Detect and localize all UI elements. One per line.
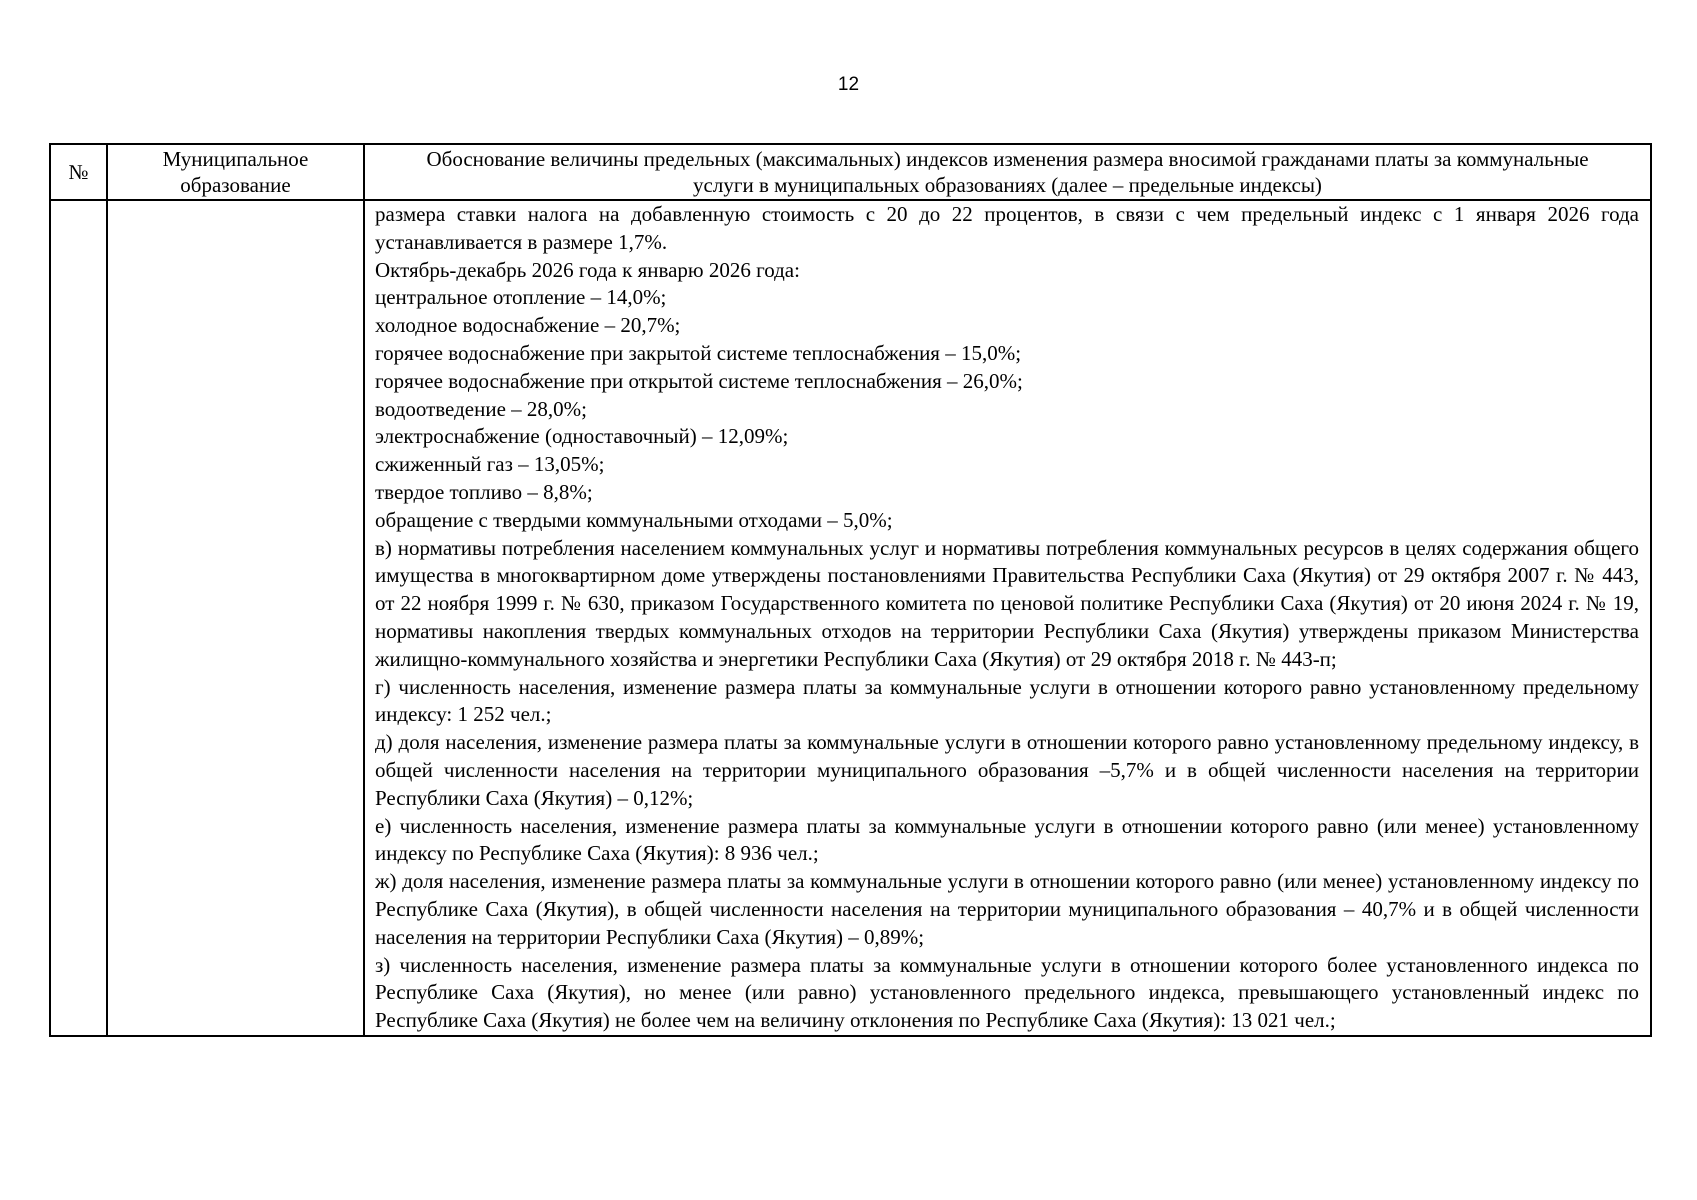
page-number: 12 [837,74,860,95]
justification-table [49,143,1652,1037]
paragraph-period-heading: Октябрь-декабрь 2026 года к январю 2026 года: [375,257,800,282]
paragraph-item-g: г) численность населения, изменение размера платы за коммунальные услуги в отношении которого равно установленному предельному индексу: 1 252 чел.; [375,674,1639,727]
header-number: № [50,144,107,200]
paragraph-sewerage: водоотведение – 28,0%; [375,396,587,421]
paragraph-cold-water: холодное водоснабжение – 20,7%; [375,313,681,338]
paragraph-solid-waste: обращение с твердыми коммунальными отходами – 5,0%; [375,507,893,532]
paragraph-item-z: з) численность населения, изменение размера платы за коммунальные услуги в отношении которого более установленного индекса по Республике Саха (Якутия), но менее (или равно) установленного предельного индекса, превышающего установленный индекс по Республике Саха (Якутия) не более чем на величину отклонения по Республике Саха (Якутия): 13 021 чел.; [375,952,1639,1033]
paragraph-item-e: е) численность населения, изменение размера платы за коммунальные услуги в отношении которого равно (или менее) установленному индексу по Республике Саха (Якутия): 8 936 чел.; [375,813,1639,866]
cell-municipality [107,200,364,1036]
paragraph-solid-fuel: твердое топливо – 8,8%; [375,479,593,504]
table-row [50,200,1651,1036]
paragraph-liquefied-gas: сжиженный газ – 13,05%; [375,452,605,477]
paragraph-vat: размера ставки налога на добавленную стоимость с 20 до 22 процентов, в связи с чем предельный индекс с 1 января 2026 года устанавливается в размере 1,7%. [375,202,1639,254]
paragraph-electricity: электроснабжение (одноставочный) – 12,09%; [375,424,789,449]
paragraph-central-heating: центральное отопление – 14,0%; [375,285,667,310]
paragraph-hot-water-open: горячее водоснабжение при открытой системе теплоснабжения – 26,0%; [375,368,1023,393]
paragraph-item-d: д) доля населения, изменение размера платы за коммунальные услуги в отношении которого равно установленному предельному индексу, в общей численности населения на территории муниципального образования –5,7% и в общей численности населения на территории Республики Саха (Якутия) – 0,12%; [375,730,1639,810]
cell-justification [364,200,1651,1036]
cell-number [50,200,107,1036]
paragraph-item-v: в) нормативы потребления населением коммунальных услуг и нормативы потребления коммунальных ресурсов в целях содержания общего имущества в многоквартирном доме утверждены постановлениями Правительства Республики Саха (Якутия) от 29 октября 2007 г. № 443, от 22 ноября 1999 г. № 630, приказом Государственного комитета по ценовой политике Республики Саха (Якутия) от 20 июня 2024 г. № 19, нормативы накопления твердых коммунальных отходов на территории Республики Саха (Якутия) утверждены приказом Министерства жилищно-коммунального хозяйства и энергетики Республики Саха (Якутия) от 29 октября 2018 г. № 443-п; [375,535,1639,671]
header-justification: Обоснование величины предельных (максимальных) индексов изменения размера вносимой гражданами платы за коммунальные услуги в муниципальных образованиях (далее – предельные индексы) [364,144,1651,200]
paragraph-item-zh: ж) доля населения, изменение размера платы за коммунальные услуги в отношении которого равно (или менее) установленному индексу по Республике Саха (Якутия), в общей численности населения на территории муниципального образования – 40,7% и в общей численности населения на территории Республики Саха (Якутия) – 0,89%; [375,869,1639,949]
table-header-row [50,144,1651,200]
header-municipality: Муниципальное образование [107,144,364,200]
paragraph-hot-water-closed: горячее водоснабжение при закрытой системе теплоснабжения – 15,0%; [375,340,1022,365]
